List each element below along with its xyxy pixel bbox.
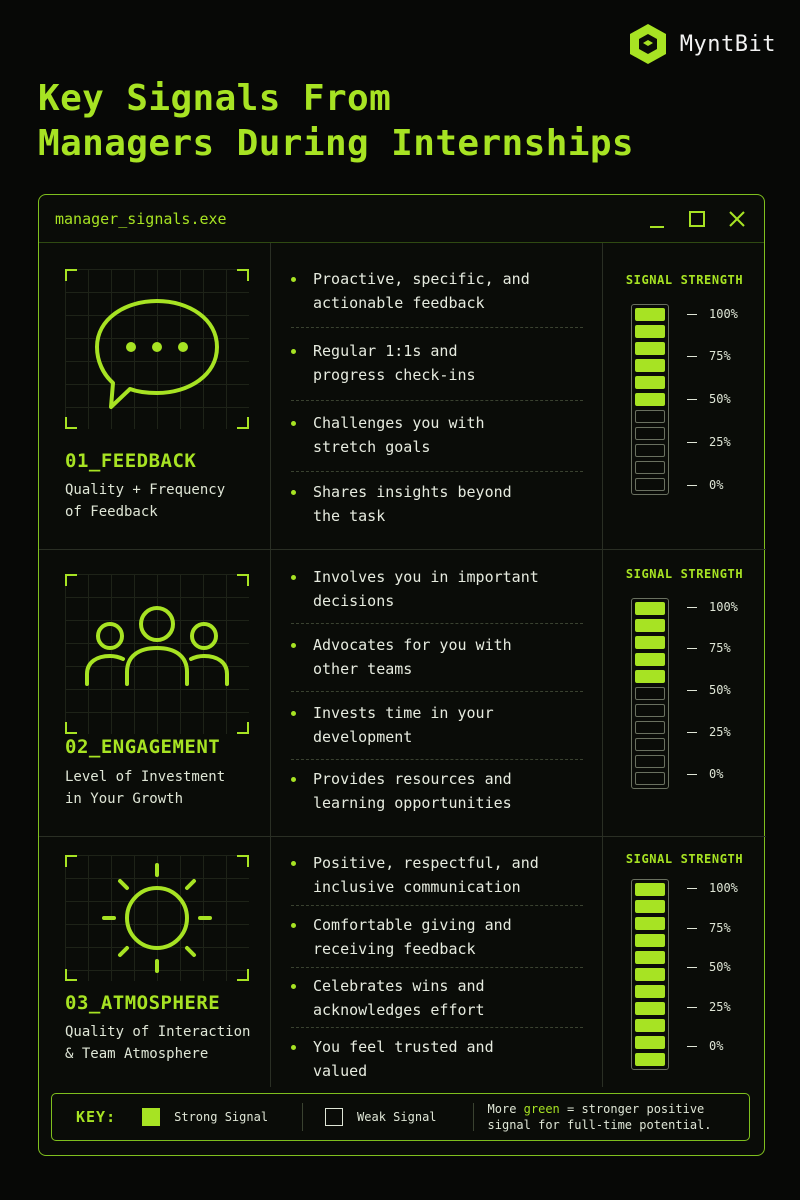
key-strong xyxy=(142,1108,268,1126)
icon-frame xyxy=(65,574,249,734)
sun-icon xyxy=(65,855,249,981)
meter-segment xyxy=(635,444,665,457)
weak-signal-swatch xyxy=(325,1108,343,1126)
page-title xyxy=(38,76,634,166)
meter-segment xyxy=(635,308,665,321)
icon-frame xyxy=(65,855,249,981)
meter-segment xyxy=(635,325,665,338)
scale-tick: 0% xyxy=(687,478,723,492)
signal-strength-label: SIGNAL STRENGTH xyxy=(625,567,744,581)
signal-list xyxy=(271,550,603,836)
list-item: Proactive, specific, and actionable feedback xyxy=(291,267,583,315)
title-line-2: Managers During Internships xyxy=(38,123,634,164)
title-line-1: Key Signals From xyxy=(38,78,392,119)
meter-segment xyxy=(635,653,665,666)
list-item: Positive, respectful, and inclusive communication xyxy=(291,851,583,899)
category-row-engagement xyxy=(39,550,766,837)
list-item: Regular 1:1s and progress check-ins xyxy=(291,339,583,387)
category-description: Quality of Interaction & Team Atmosphere xyxy=(65,1024,251,1062)
key-weak xyxy=(325,1108,436,1126)
meter-segment xyxy=(635,738,665,751)
window-titlebar xyxy=(39,195,764,243)
signal-strength-label: SIGNAL STRENGTH xyxy=(625,852,744,866)
list-item: Advocates for you with other teams xyxy=(291,633,583,681)
meter-segment xyxy=(635,934,665,947)
scale-tick: 75% xyxy=(687,349,731,363)
scale-tick: 100% xyxy=(687,881,738,895)
meter-segment xyxy=(635,755,665,768)
scale-tick: 0% xyxy=(687,1039,723,1053)
scale-tick: 75% xyxy=(687,921,731,935)
meter-segment xyxy=(635,602,665,615)
legend-key xyxy=(51,1093,750,1141)
category-info xyxy=(39,550,271,836)
category-description: Level of Investment in Your Growth xyxy=(65,769,226,807)
meter-segment xyxy=(635,478,665,491)
meter-segment xyxy=(635,461,665,474)
meter-segment xyxy=(635,985,665,998)
scale-tick: 25% xyxy=(687,1000,731,1014)
list-item: Invests time in your development xyxy=(291,701,583,749)
scale-tick: 100% xyxy=(687,307,738,321)
key-weak-label: Weak Signal xyxy=(357,1110,437,1124)
meter-segment xyxy=(635,951,665,964)
signal-list xyxy=(271,243,603,549)
meter-segment xyxy=(635,1019,665,1032)
strength-meter xyxy=(631,879,669,1070)
signal-list xyxy=(271,837,603,1087)
category-info xyxy=(39,243,271,549)
category-title: 02_ENGAGEMENT xyxy=(65,736,221,758)
list-item: Comfortable giving and receiving feedback xyxy=(291,913,583,961)
meter-segment xyxy=(635,427,665,440)
scale-tick: 100% xyxy=(687,600,738,614)
list-item: Involves you in important decisions xyxy=(291,565,583,613)
signal-strength-panel xyxy=(603,837,766,1087)
scale-tick: 50% xyxy=(687,392,731,406)
scale-tick: 50% xyxy=(687,960,731,974)
category-row-atmosphere xyxy=(39,837,766,1087)
category-row-feedback xyxy=(39,243,766,550)
meter-segment xyxy=(635,342,665,355)
meter-segment xyxy=(635,376,665,389)
signal-strength-label: SIGNAL STRENGTH xyxy=(625,273,744,287)
meter-segment xyxy=(635,670,665,683)
meter-segment xyxy=(635,721,665,734)
meter-segment xyxy=(635,1053,665,1066)
app-window xyxy=(38,194,765,1156)
meter-segment xyxy=(635,900,665,913)
brand xyxy=(626,22,776,66)
brand-name: MyntBit xyxy=(679,31,776,57)
strength-meter xyxy=(631,598,669,789)
list-item: Celebrates wins and acknowledges effort xyxy=(291,974,583,1022)
minimize-icon[interactable] xyxy=(642,205,672,233)
key-strong-label: Strong Signal xyxy=(174,1110,269,1124)
meter-segment xyxy=(635,410,665,423)
meter-segment xyxy=(635,687,665,700)
scale-tick: 75% xyxy=(687,641,731,655)
list-item: You feel trusted and valued xyxy=(291,1035,583,1083)
meter-segment xyxy=(635,393,665,406)
meter-segment xyxy=(635,883,665,896)
list-item: Challenges you with stretch goals xyxy=(291,411,583,459)
meter-segment xyxy=(635,917,665,930)
key-note: More green = stronger positive signal for full-time potential. xyxy=(487,1102,712,1132)
window-title: manager_signals.exe xyxy=(55,209,227,228)
scale-tick: 25% xyxy=(687,435,731,449)
category-title: 01_FEEDBACK xyxy=(65,450,197,472)
meter-segment xyxy=(635,1002,665,1015)
strong-signal-swatch xyxy=(142,1108,160,1126)
scale-tick: 0% xyxy=(687,767,723,781)
meter-segment xyxy=(635,619,665,632)
strength-meter xyxy=(631,304,669,495)
list-item: Shares insights beyond the task xyxy=(291,480,583,528)
meter-segment xyxy=(635,704,665,717)
list-item: Provides resources and learning opportunities xyxy=(291,767,583,815)
window-controls xyxy=(642,205,752,233)
scale-tick: 25% xyxy=(687,725,731,739)
category-info xyxy=(39,837,271,1087)
icon-frame xyxy=(65,269,249,429)
close-icon[interactable] xyxy=(722,205,752,233)
meter-segment xyxy=(635,1036,665,1049)
meter-segment xyxy=(635,968,665,981)
key-title: KEY: xyxy=(76,1108,117,1126)
signal-strength-panel xyxy=(603,550,766,836)
meter-segment xyxy=(635,359,665,372)
signal-strength-panel xyxy=(603,243,766,549)
meter-segment xyxy=(635,636,665,649)
scale-tick: 50% xyxy=(687,683,731,697)
speech-bubble-icon xyxy=(65,269,249,429)
category-title: 03_ATMOSPHERE xyxy=(65,992,221,1014)
cube-logo-icon xyxy=(626,22,670,66)
maximize-icon[interactable] xyxy=(682,205,712,233)
meter-segment xyxy=(635,772,665,785)
team-people-icon xyxy=(65,574,249,734)
category-description: Quality + Frequency of Feedback xyxy=(65,482,226,520)
